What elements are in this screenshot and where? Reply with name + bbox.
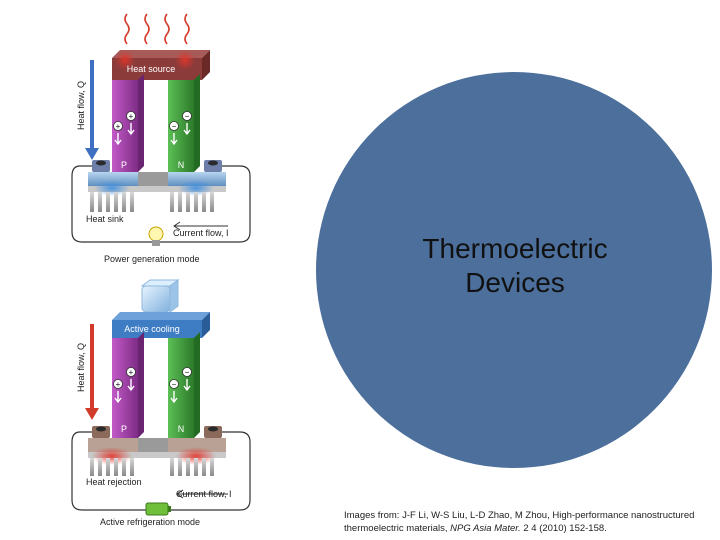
- heat-flow-label: Heat flow, Q: [76, 342, 86, 392]
- heat-waves-icon: [125, 14, 189, 44]
- svg-text:+: +: [128, 368, 134, 377]
- svg-text:+: +: [128, 112, 134, 121]
- current-flow-label: Current flow, I: [176, 489, 232, 499]
- heat-source-label: Heat source: [126, 64, 176, 74]
- heat-sink-fins: [90, 192, 214, 212]
- title-line-1: Thermoelectric: [422, 233, 608, 264]
- p-label: P: [120, 160, 128, 170]
- battery-icon: [146, 503, 171, 515]
- n-label: N: [177, 160, 185, 170]
- power-generation-diagram: [72, 14, 250, 264]
- heat-flow-label: Heat flow, Q: [76, 80, 86, 130]
- svg-text:−: −: [184, 368, 190, 377]
- image-credit: [344, 509, 719, 535]
- title-line-2: Devices: [465, 267, 565, 298]
- credit-line-2-start: thermoelectric materials,: [344, 523, 448, 534]
- heat-rejection-label: Heat rejection: [86, 477, 142, 487]
- mode-label: Active refrigeration mode: [100, 517, 201, 527]
- credit-line-1: Images from: J-F Li, W-S Liu, L-D Zhao, M Zhou, High-performance nanostructured: [344, 510, 695, 521]
- p-label: P: [120, 424, 128, 434]
- svg-text:+: +: [115, 380, 121, 389]
- active-cooling-label: Active cooling: [124, 324, 180, 334]
- svg-text:−: −: [184, 112, 190, 121]
- svg-text:+: +: [115, 122, 121, 131]
- ice-cube-icon: [142, 280, 178, 312]
- credit-journal: NPG Asia Mater.: [450, 523, 521, 534]
- n-label: N: [177, 424, 185, 434]
- current-flow-label: Current flow, I: [173, 228, 229, 238]
- mode-label: Power generation mode: [104, 254, 200, 264]
- heat-sink-label: Heat sink: [86, 214, 124, 224]
- svg-text:−: −: [171, 380, 177, 389]
- light-bulb-icon: [149, 227, 163, 246]
- slide-title: [360, 232, 670, 300]
- credit-line-2-end: 2 4 (2010) 152-158.: [523, 523, 607, 534]
- svg-text:−: −: [171, 122, 177, 131]
- active-refrigeration-diagram: [72, 280, 250, 527]
- heat-rejection-fins: [90, 458, 214, 476]
